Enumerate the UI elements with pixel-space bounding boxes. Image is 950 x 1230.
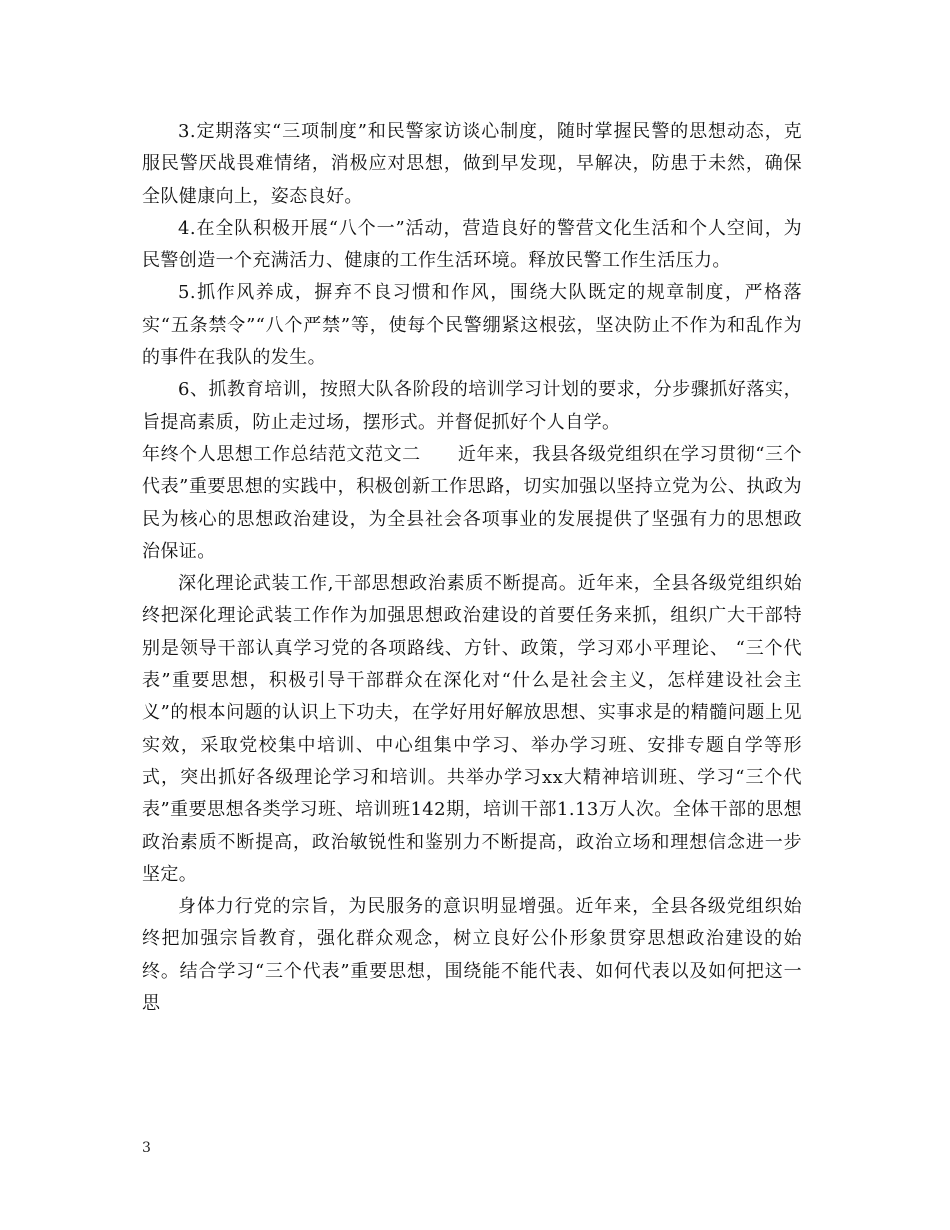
paragraph-2: 4.在全队积极开展“八个一”活动，营造良好的警营文化生活和个人空间，为民警创造一个充满活力、健康的工作生活环境。释放民警工作生活压力。 — [142, 217, 802, 272]
paragraph-3: 5.抓作风养成，摒弃不良习惯和作风，围绕大队既定的规章制度，严格落实“五条禁令”“八个严禁”等，使每个民警绷紧这根弦，坚决防止不作为和乱作为的事件在我队的发生。 — [142, 282, 802, 369]
page-number: 3 — [142, 1140, 151, 1156]
paragraph-6: 深化理论武装工作,干部思想政治素质不断提高。近年来，全县各级党组织始终把深化理论武装工作作为加强思想政治建设的首要任务来抓，组织广大干部特别是领导干部认真学习党的各项路线、方针、政策，学习邓小平理论、 “三个代表”重要思想，积极引导干部群众在深化对“什么是社会主义，怎样建设社会主义”的根本问题的认识上下功夫，在学好用好解放思想、实事求是的精髓问题上见实效，采取党校集中培训、中心组集中学习、举办学习班、安排专题自学等形式，突出抓好各级理论学习和培训。共举办学习xx大精神培训班、学习“三个代表”重要思想各类学习班、培训班142期，培训干部1.13万人次。全体干部的思想政治素质不断提高，政治敏锐性和鉴别力不断提高，政治立场和理想信念进一步坚定。 — [142, 573, 802, 885]
body-text — [142, 116, 802, 1020]
paragraph-1: 3.定期落实“三项制度”和民警家访谈心制度，随时掌握民警的思想动态，克服民警厌战畏难情绪，消极应对思想，做到早发现，早解决，防患于未然，确保全队健康向上，姿态良好。 — [142, 121, 802, 207]
paragraph-7: 身体力行党的宗旨，为民服务的意识明显增强。近年来，全县各级党组织始终把加强宗旨教育，强化群众观念，树立良好公仆形象贯穿思想政治建设的始终。结合学习“三个代表”重要思想，围绕能不能代表、如何代表以及如何把这一思 — [142, 896, 802, 1015]
paragraph-4: 6、抓教育培训，按照大队各阶段的培训学习计划的要求，分步骤抓好落实，旨提高素质，防止走过场，摆形式。并督促抓好个人自学。 — [142, 379, 802, 433]
paragraph-5-title-intro: 年终个人思想工作总结范文范文二 近年来，我县各级党组织在学习贯彻“三个代表”重要思想的实践中，积极创新工作思路，切实加强以坚持立党为公、执政为民为核心的思想政治建设，为全县社会各项事业的发展提供了坚强有力的思想政治保证。 — [142, 443, 802, 562]
